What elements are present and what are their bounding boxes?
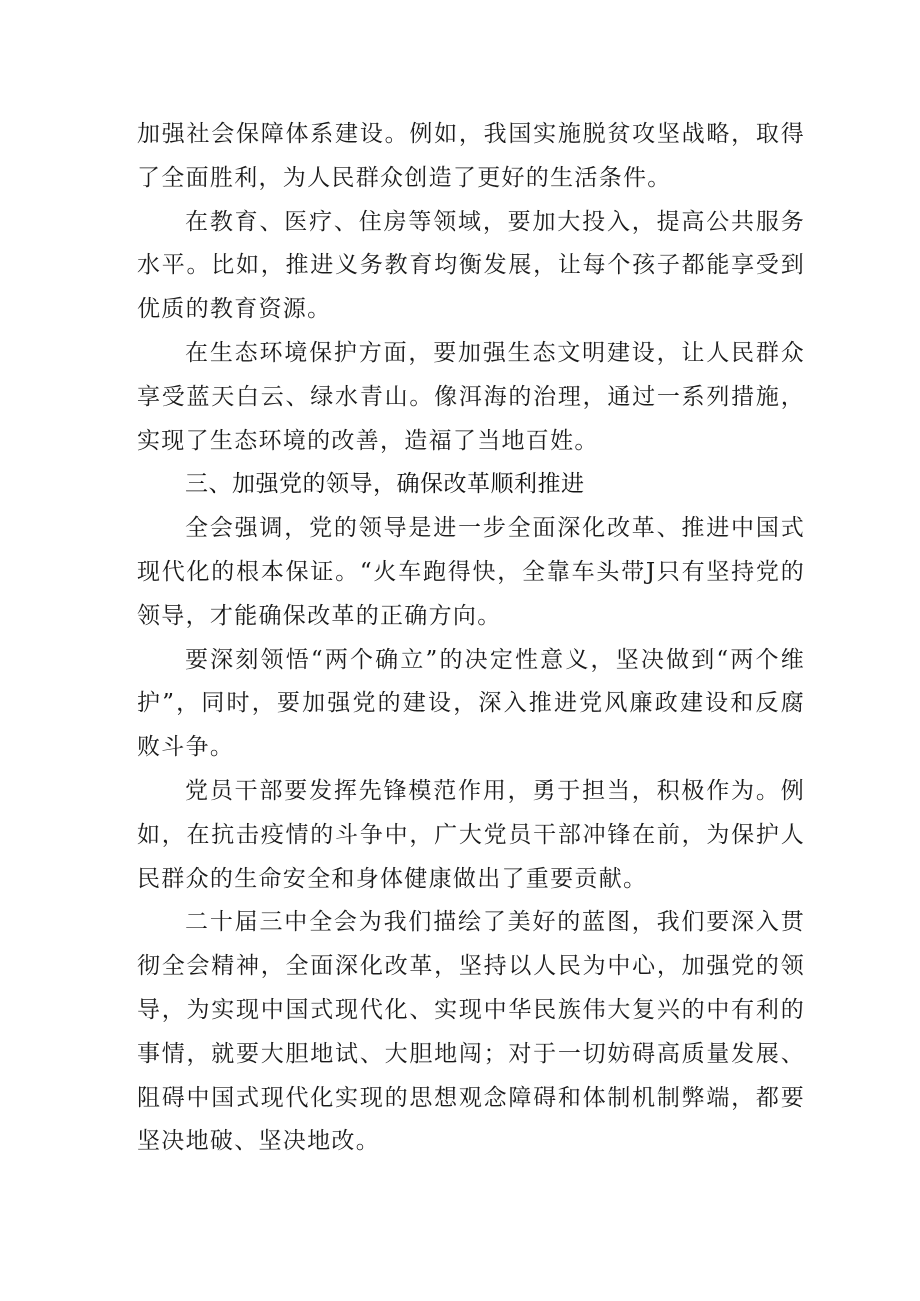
paragraph-public-services: 在教育、医疗、住房等领域，要加大投入，提高公共服务水平。比如，推进义务教育均衡发展，让每个孩子都能享受到优质的教育资源。	[137, 208, 805, 323]
paragraph-ecology: 在生态环境保护方面，要加强生态文明建设，让人民群众享受蓝天白云、绿水青山。像洱海的治理，通过一系列措施，实现了生态环境的改善，造福了当地百姓。	[137, 339, 805, 454]
document-body	[137, 113, 805, 1164]
paragraph-party-members: 党员干部要发挥先锋模范作用，勇于担当，积极作为。例如，在抗击疫情的斗争中，广大党员干部冲锋在前，为保护人民群众的生命安全和身体健康做出了重要贡献。	[137, 777, 805, 892]
section-heading: 三、加强党的领导，确保改革顺利推进	[185, 471, 585, 498]
paragraph-conclusion: 二十届三中全会为我们描绘了美好的蓝图，我们要深入贯彻全会精神，全面深化改革，坚持以人民为中心，加强党的领导，为实现中国式现代化、实现中华民族伟大复兴的中有利的事情，就要大胆地试、大胆地闯；对于一切妨碍高质量发展、阻碍中国式现代化实现的思想观念障碍和体制机制弊端，都要坚决地破、坚决地改。	[137, 909, 805, 1155]
paragraph-social-security: 加强社会保障体系建设。例如，我国实施脱贫攻坚战略，取得了全面胜利，为人民群众创造了更好的生活条件。	[137, 121, 805, 191]
paragraph-party-leadership: 全会强调，党的领导是进一步全面深化改革、推进中国式现代化的根本保证。“火车跑得快，全靠车头带J只有坚持党的领导，才能确保改革的正确方向。	[137, 515, 805, 629]
paragraph-two-establishments: 要深刻领悟“两个确立”的决定性意义，坚决做到“两个维护”，同时，要加强党的建设，深入推进党风廉政建设和反腐败斗争。	[137, 646, 805, 761]
